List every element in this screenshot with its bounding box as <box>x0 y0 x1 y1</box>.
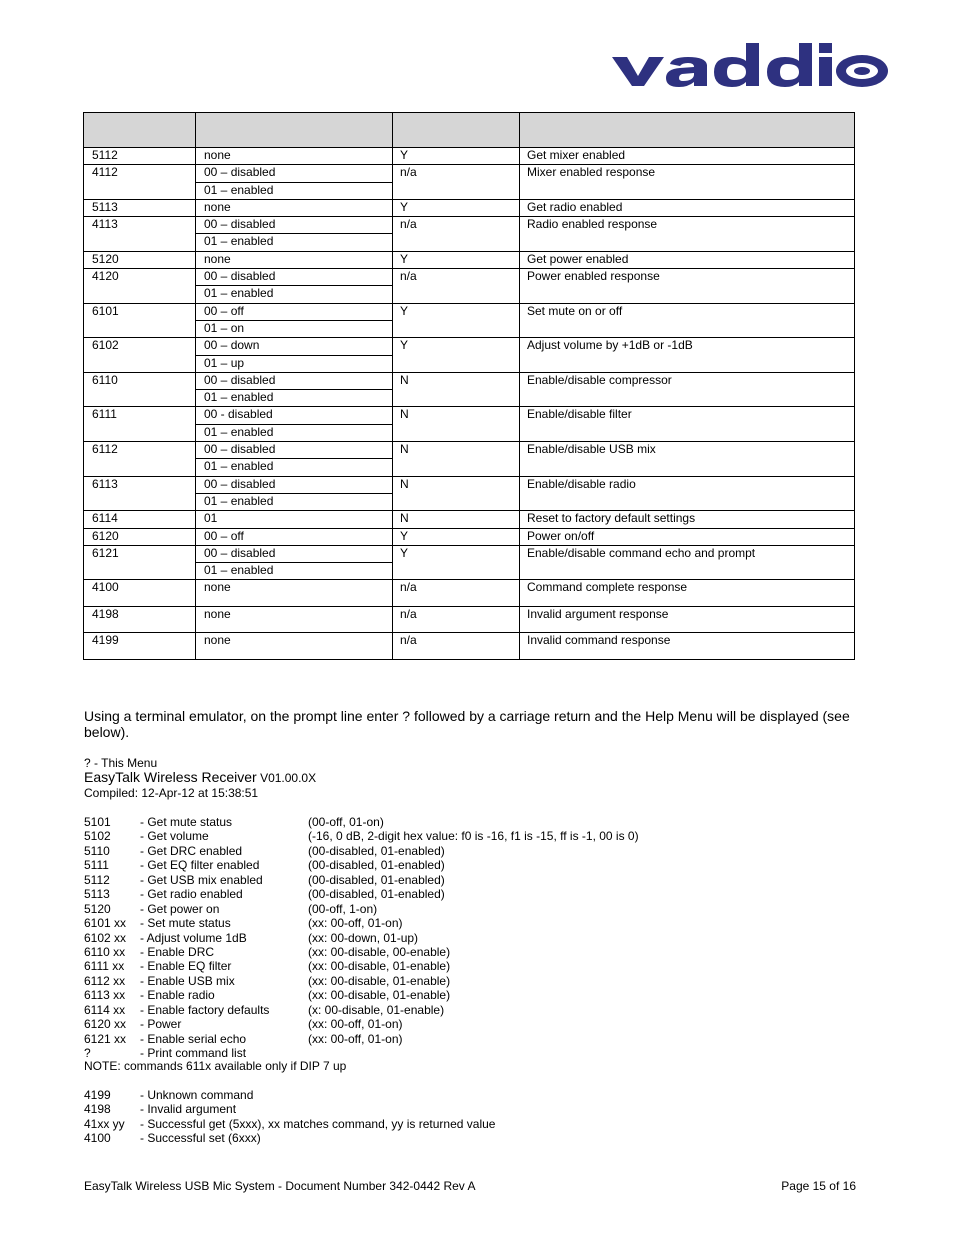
argument-cell: 00 – disabled <box>196 545 393 562</box>
help-command-description: - Get radio enabled <box>140 887 243 902</box>
help-command-description: - Get power on <box>140 901 220 916</box>
help-command-code: 5111 <box>84 858 109 873</box>
help-command-code: 5113 <box>84 887 110 902</box>
table-row <box>84 606 855 633</box>
argument-cell: none <box>196 251 393 268</box>
command-code-cell: 6110 <box>84 372 196 407</box>
description-cell: Enable/disable compressor <box>520 372 855 407</box>
argument-cell: 00 – down <box>196 338 393 355</box>
help-command-values: (xx: 00-off, 01-on) <box>308 916 403 931</box>
argument-cell: 00 – disabled <box>196 217 393 234</box>
vaddio-logo <box>612 40 888 88</box>
description-cell: Enable/disable command echo and prompt <box>520 545 855 580</box>
help-product-line <box>84 770 316 786</box>
ack-cell: n/a <box>393 269 520 304</box>
help-command-row <box>84 1117 495 1131</box>
help-command-code: 6110 xx <box>84 944 126 959</box>
table-row <box>84 303 855 320</box>
description-cell: Get radio enabled <box>520 199 855 216</box>
help-command-row <box>84 916 639 930</box>
table-row <box>84 580 855 607</box>
help-command-values: (00-disabled, 01-enabled) <box>308 843 445 858</box>
command-table <box>83 112 855 660</box>
help-command-row <box>84 959 639 973</box>
help-command-description: - Successful set (6xxx) <box>140 1131 261 1146</box>
argument-cell: none <box>196 199 393 216</box>
help-command-code: 6114 xx <box>84 1002 126 1017</box>
help-note: NOTE: commands 611x available only if DIP 7 up <box>84 1059 347 1073</box>
help-command-row <box>84 902 639 916</box>
help-menu-header <box>84 756 316 801</box>
help-command-values: (xx: 00-disable, 01-enable) <box>308 959 451 974</box>
help-command-values: (00-disabled, 01-enabled) <box>308 872 445 887</box>
help-command-values: (xx: 00-disable, 00-enable) <box>308 944 451 959</box>
argument-cell: 00 – disabled <box>196 372 393 389</box>
help-command-code: 6112 xx <box>84 973 126 988</box>
header-cell <box>196 113 393 148</box>
ack-cell: Y <box>393 251 520 268</box>
help-command-row <box>84 945 639 959</box>
header-cell <box>84 113 196 148</box>
ack-cell: Y <box>393 148 520 165</box>
ack-cell: n/a <box>393 580 520 607</box>
command-code-cell: 6121 <box>84 545 196 580</box>
help-command-values: (xx: 00-off, 01-on) <box>308 1017 403 1032</box>
help-product-name: EasyTalk Wireless Receiver <box>84 769 257 786</box>
help-command-row <box>84 1017 639 1031</box>
table-row <box>84 633 855 660</box>
description-cell: Reset to factory default settings <box>520 511 855 528</box>
table-row <box>84 528 855 545</box>
help-command-code: 5120 <box>84 901 111 916</box>
ack-cell: N <box>393 407 520 442</box>
argument-cell: 01 – enabled <box>196 390 393 407</box>
table-row <box>84 269 855 286</box>
table-row <box>84 199 855 216</box>
help-command-description: - Enable USB mix <box>140 973 235 988</box>
help-command-code: 4199 <box>84 1088 111 1102</box>
argument-cell: 01 – enabled <box>196 286 393 303</box>
help-command-row <box>84 844 639 858</box>
help-command-code: 5102 <box>84 829 111 844</box>
argument-cell: none <box>196 148 393 165</box>
help-command-description: - Invalid argument <box>140 1102 237 1117</box>
help-command-description: - Set mute status <box>140 916 231 931</box>
description-cell: Invalid argument response <box>520 606 855 633</box>
help-command-code: 6121 xx <box>84 1031 127 1046</box>
argument-cell: 01 – up <box>196 355 393 372</box>
help-command-values: (-16, 0 dB, 2-digit hex value: f0 is -16, f1 is -15, ff is -1, 00 is 0) <box>308 829 639 844</box>
help-command-code: 6120 xx <box>84 1017 127 1032</box>
description-cell: Radio enabled response <box>520 217 855 252</box>
help-command-values: (00-off, 1-on) <box>308 901 378 916</box>
argument-cell: 01 – enabled <box>196 459 393 476</box>
help-command-code: 6102 xx <box>84 930 127 945</box>
description-cell: Get power enabled <box>520 251 855 268</box>
argument-cell: 01 – on <box>196 320 393 337</box>
intro-paragraph: Using a terminal emulator, on the prompt line enter ? followed by a carriage return and the Help Menu will be displayed (see below). <box>84 708 850 740</box>
argument-cell: none <box>196 633 393 660</box>
ack-cell: n/a <box>393 165 520 200</box>
help-command-code: ? <box>84 1046 91 1060</box>
help-compiled-line: Compiled: 12-Apr-12 at 15:38:51 <box>84 786 259 801</box>
table-row <box>84 407 855 424</box>
help-command-description: - Get EQ filter enabled <box>140 858 260 873</box>
help-command-row <box>84 1032 639 1046</box>
ack-cell: Y <box>393 528 520 545</box>
header-cell <box>393 113 520 148</box>
ack-cell: Y <box>393 338 520 373</box>
help-command-code: 6111 xx <box>84 959 125 974</box>
header-cell <box>520 113 855 148</box>
help-command-code: 5110 <box>84 843 110 858</box>
table-row <box>84 148 855 165</box>
help-command-row <box>84 829 639 843</box>
command-table-body <box>84 148 855 660</box>
command-code-cell: 4112 <box>84 165 196 200</box>
table-row <box>84 372 855 389</box>
argument-cell: 00 – disabled <box>196 165 393 182</box>
help-command-row <box>84 1003 639 1017</box>
command-code-cell: 6112 <box>84 442 196 477</box>
argument-cell: 01 – enabled <box>196 563 393 580</box>
command-code-cell: 4198 <box>84 606 196 633</box>
help-command-row <box>84 931 639 945</box>
table-row <box>84 511 855 528</box>
help-command-description: - Get mute status <box>140 815 233 829</box>
description-cell: Command complete response <box>520 580 855 607</box>
help-command-values: (xx: 00-off, 01-on) <box>308 1031 403 1046</box>
table-header-row <box>84 113 855 148</box>
help-command-values: (xx: 00-disable, 01-enable) <box>308 988 451 1003</box>
help-command-values: (xx: 00-disable, 01-enable) <box>308 973 451 988</box>
help-command-values: (00-disabled, 01-enabled) <box>308 887 445 902</box>
command-code-cell: 4199 <box>84 633 196 660</box>
argument-cell: 00 – disabled <box>196 442 393 459</box>
help-command-values: (00-off, 01-on) <box>308 815 384 829</box>
command-code-cell: 6102 <box>84 338 196 373</box>
help-command-description: - Get USB mix enabled <box>140 872 263 887</box>
ack-cell: Y <box>393 303 520 338</box>
ack-cell: n/a <box>393 217 520 252</box>
help-command-row <box>84 1102 495 1116</box>
help-command-code: 6113 xx <box>84 988 126 1003</box>
command-code-cell: 5113 <box>84 199 196 216</box>
help-command-values: (00-disabled, 01-enabled) <box>308 858 445 873</box>
argument-cell: 00 – disabled <box>196 269 393 286</box>
help-command-row <box>84 988 639 1002</box>
ack-cell: n/a <box>393 606 520 633</box>
command-code-cell: 6114 <box>84 511 196 528</box>
help-command-row <box>84 1131 495 1145</box>
help-command-values: (x: 00-disable, 01-enable) <box>308 1002 445 1017</box>
help-command-row <box>84 887 639 901</box>
table-row <box>84 442 855 459</box>
argument-cell: none <box>196 580 393 607</box>
argument-cell: 00 - disabled <box>196 407 393 424</box>
help-command-description: - Unknown command <box>140 1088 254 1102</box>
table-row <box>84 217 855 234</box>
help-menu-line: ? - This Menu <box>84 756 158 770</box>
command-code-cell: 5112 <box>84 148 196 165</box>
help-command-code: 5112 <box>84 872 110 887</box>
help-command-description: - Get DRC enabled <box>140 843 243 858</box>
table-row <box>84 476 855 493</box>
help-command-description: - Enable radio <box>140 988 215 1003</box>
argument-cell: 00 – off <box>196 303 393 320</box>
description-cell: Power enabled response <box>520 269 855 304</box>
argument-cell: 00 – disabled <box>196 476 393 493</box>
ack-cell: N <box>393 442 520 477</box>
description-cell: Enable/disable radio <box>520 476 855 511</box>
table-row <box>84 251 855 268</box>
argument-cell: 00 – off <box>196 528 393 545</box>
help-command-code: 4198 <box>84 1102 111 1117</box>
help-command-description: - Enable factory defaults <box>140 1002 270 1017</box>
help-command-description: - Adjust volume 1dB <box>140 930 247 945</box>
description-cell: Enable/disable filter <box>520 407 855 442</box>
help-command-code: 5101 <box>84 815 111 829</box>
help-command-code: 41xx yy <box>84 1116 125 1131</box>
ack-cell: n/a <box>393 633 520 660</box>
ack-cell: Y <box>393 199 520 216</box>
help-command-description: - Enable serial echo <box>140 1031 247 1046</box>
footer-document-info: EasyTalk Wireless USB Mic System - Document Number 342-0442 Rev A <box>84 1179 476 1193</box>
argument-cell: 01 <box>196 511 393 528</box>
command-code-cell: 6101 <box>84 303 196 338</box>
help-command-description: - Enable DRC <box>140 944 215 959</box>
table-row <box>84 165 855 182</box>
help-command-row <box>84 974 639 988</box>
argument-cell: 01 – enabled <box>196 234 393 251</box>
ack-cell: N <box>393 476 520 511</box>
command-code-cell: 6111 <box>84 407 196 442</box>
argument-cell: 01 – enabled <box>196 182 393 199</box>
description-cell: Set mute on or off <box>520 303 855 338</box>
description-cell: Adjust volume by +1dB or -1dB <box>520 338 855 373</box>
ack-cell: N <box>393 372 520 407</box>
command-code-cell: 4120 <box>84 269 196 304</box>
help-command-code: 6101 xx <box>84 916 127 931</box>
argument-cell: none <box>196 606 393 633</box>
argument-cell: 01 – enabled <box>196 493 393 510</box>
help-version: V01.00.0X <box>260 771 317 786</box>
ack-cell: N <box>393 511 520 528</box>
description-cell: Invalid command response <box>520 633 855 660</box>
command-code-cell: 5120 <box>84 251 196 268</box>
footer-page-number: Page 15 of 16 <box>781 1179 856 1193</box>
help-command-values: (xx: 00-down, 01-up) <box>308 930 419 945</box>
help-command-description: - Get volume <box>140 829 209 844</box>
help-command-description: - Power <box>140 1017 182 1032</box>
help-command-row <box>84 1088 495 1102</box>
description-cell: Get mixer enabled <box>520 148 855 165</box>
table-row <box>84 545 855 562</box>
description-cell: Mixer enabled response <box>520 165 855 200</box>
help-command-row <box>84 873 639 887</box>
help-response-list <box>84 1088 495 1146</box>
command-code-cell: 6113 <box>84 476 196 511</box>
description-cell: Power on/off <box>520 528 855 545</box>
help-command-description: - Enable EQ filter <box>140 959 232 974</box>
description-cell: Enable/disable USB mix <box>520 442 855 477</box>
help-command-description: - Print command list <box>140 1046 247 1060</box>
table-row <box>84 338 855 355</box>
argument-cell: 01 – enabled <box>196 424 393 441</box>
help-command-description: - Successful get (5xxx), xx matches command, yy is returned value <box>140 1116 496 1131</box>
help-command-row <box>84 815 639 829</box>
help-command-row <box>84 858 639 872</box>
help-command-list <box>84 815 639 1060</box>
help-command-code: 4100 <box>84 1131 111 1146</box>
command-code-cell: 4100 <box>84 580 196 607</box>
command-code-cell: 6120 <box>84 528 196 545</box>
command-code-cell: 4113 <box>84 217 196 252</box>
ack-cell: Y <box>393 545 520 580</box>
